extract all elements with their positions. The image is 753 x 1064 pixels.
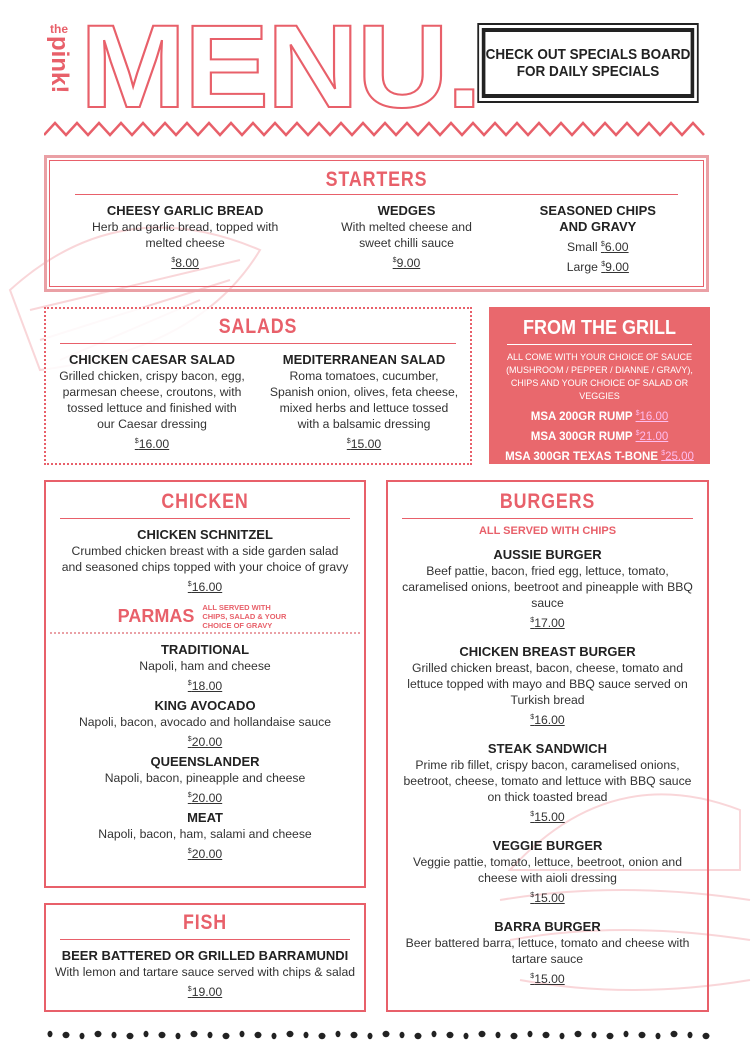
footer-dot (639, 1032, 646, 1038)
footer-dot (575, 1031, 582, 1037)
item-desc: Napoli, bacon, pineapple and cheese (104, 771, 306, 786)
item-name: CHEESY GARLIC BREAD (106, 203, 264, 218)
footer-dot (223, 1033, 230, 1039)
grill-item: MSA 300GR RUMP $21.00 (530, 429, 669, 443)
salads-section (44, 307, 472, 465)
item-desc: Napoli, ham and cheese (139, 659, 271, 674)
footer-dot (624, 1031, 629, 1037)
menu-item (46, 642, 364, 694)
item-name: BARRA BURGER (494, 919, 601, 935)
footer-dot (287, 1031, 294, 1037)
menu-item (388, 838, 707, 906)
brand-logo (44, 22, 74, 108)
item-desc: Napoli, bacon, ham, salami and cheese (98, 827, 312, 842)
grill-item: MSA 200GR RUMP $16.00 (530, 410, 669, 423)
menu-item (326, 203, 486, 275)
footer-dot (112, 1032, 117, 1038)
menu-item (46, 754, 364, 806)
footer-dot (688, 1032, 693, 1038)
footer-dot (319, 1033, 326, 1039)
menu-item (388, 919, 707, 987)
item-desc: Napoli, bacon, avocado and hollandaise sauce (78, 715, 332, 730)
grill-item: MSA 300GR TEXAS T-BONE $25.00 (505, 449, 694, 463)
divider (60, 518, 350, 519)
section-heading: FROM THE GRILL (523, 317, 676, 339)
footer-dot (159, 1032, 166, 1038)
footer-dot (255, 1032, 262, 1038)
menu-item (57, 352, 247, 452)
item-price: $16.00 (134, 437, 170, 452)
grill-section (489, 307, 710, 464)
menu-item (388, 644, 707, 728)
footer-dot (592, 1032, 597, 1038)
item-name: TRADITIONAL (160, 642, 250, 658)
divider (60, 939, 350, 940)
footer-dot (479, 1031, 486, 1037)
parmas-label: PARMAS (117, 606, 195, 627)
menu-item (533, 203, 663, 275)
item-name: KING AVOCADO (154, 698, 256, 714)
specials-board-notice (482, 28, 694, 98)
item-name: MEDITERRANEAN SALAD (282, 352, 446, 367)
footer-dot (127, 1033, 134, 1039)
menu-item (46, 810, 364, 862)
divider (60, 343, 456, 344)
footer-dot (496, 1032, 501, 1038)
section-heading: STARTERS (325, 168, 428, 191)
menu-item (46, 948, 364, 1000)
section-heading: CHICKEN (161, 490, 249, 513)
item-name: MEAT (187, 810, 223, 826)
menu-item (90, 203, 280, 275)
divider (50, 632, 360, 634)
footer-dot (304, 1032, 309, 1038)
footer-dot (80, 1033, 85, 1039)
section-heading: BURGERS (499, 490, 596, 513)
item-desc: With melted cheese and sweet chilli sauce (341, 220, 472, 250)
brand-the: the (50, 22, 68, 36)
burgers-section (386, 480, 709, 1012)
divider (507, 344, 692, 345)
item-desc: Herb and garlic bread, topped with melted cheese (92, 220, 279, 250)
footer-dot (351, 1032, 358, 1038)
item-price: $18.00 (187, 679, 223, 694)
item-name: WEDGES (377, 203, 436, 218)
footer-dot (447, 1032, 454, 1038)
footer-dot (400, 1032, 405, 1038)
footer-dot (63, 1032, 70, 1038)
burgers-subtitle: ALL SERVED WITH CHIPS (478, 525, 617, 537)
section-heading: SALADS (218, 315, 298, 338)
item-price: $16.00 (187, 580, 223, 595)
footer-dot (432, 1031, 437, 1037)
chicken-section (44, 480, 366, 888)
item-name: SEASONED CHIPS AND GRAVY (539, 203, 656, 234)
footer-dot (383, 1031, 390, 1037)
footer-dot (560, 1033, 565, 1039)
footer-dot (144, 1031, 149, 1037)
menu-item (269, 352, 459, 452)
item-price: $20.00 (187, 847, 223, 862)
item-price: $8.00 (171, 256, 199, 271)
size-price: Large $9.00 (566, 260, 629, 275)
divider (402, 518, 693, 519)
footer-dot (415, 1033, 422, 1039)
footer-dot (95, 1031, 102, 1037)
item-desc: Grilled chicken breast, bacon, cheese, tomato and lettuce topped with mayo and BBQ sauce served on Turkish bread (407, 661, 688, 708)
footer-dot (511, 1033, 518, 1039)
footer-dot (543, 1032, 550, 1038)
footer-dot (703, 1033, 710, 1039)
parmas-note: ALL SERVED WITH CHIPS, SALAD & YOUR CHOICE OF GRAVY (202, 603, 287, 631)
footer-dot (656, 1033, 661, 1039)
specials-line-2: FOR DAILY SPECIALS (516, 63, 660, 80)
item-price: $16.00 (530, 713, 565, 728)
item-name: BEER BATTERED OR GRILLED BARRAMUNDI (61, 948, 349, 963)
specials-line-1: CHECK OUT SPECIALS BOARD (485, 46, 691, 63)
item-desc: Beef pattie, bacon, fried egg, lettuce, tomato, caramelised onions, beetroot and pineapple with BBQ sauce (402, 564, 693, 610)
item-price: $17.00 (530, 616, 565, 631)
item-price: $15.00 (530, 810, 565, 825)
footer-dot (272, 1033, 277, 1039)
item-name: STEAK SANDWICH (487, 741, 608, 757)
item-desc: Veggie pattie, tomato, lettuce, beetroot, onion and cheese with aioli dressing (413, 855, 682, 886)
footer-dot (191, 1031, 198, 1037)
item-desc: Roma tomatoes, cucumber, Spanish onion, olives, feta cheese, mixed herbs and lettuce tossed with a balsamic dressing (269, 369, 459, 431)
footer-dot (240, 1031, 245, 1037)
footer-dot (48, 1031, 53, 1037)
item-name: CHICKEN SCHNITZEL (137, 527, 273, 542)
starters-section (44, 155, 709, 292)
item-name: QUEENSLANDER (150, 754, 260, 770)
size-price: Small $6.00 (567, 240, 629, 255)
footer-dot (208, 1032, 213, 1038)
zigzag-divider (44, 120, 709, 138)
footer-dot (671, 1031, 678, 1037)
brand-pink: pink! (46, 36, 73, 94)
dotted-footer-border (44, 1028, 714, 1042)
item-name: CHICKEN CAESAR SALAD (68, 352, 236, 367)
item-price: $15.00 (346, 437, 382, 452)
item-desc: Crumbed chicken breast with a side garden salad and seasoned chips topped with your choice of gravy (61, 544, 349, 574)
item-name: VEGGIE BURGER (492, 838, 603, 854)
grill-note: ALL COME WITH YOUR CHOICE OF SAUCE (MUSHROOM / PEPPER / DIANNE / GRAVY), CHIPS AND YOUR CHOICE OF SALAD OR VEGGIES (506, 352, 693, 401)
item-price: $20.00 (187, 791, 223, 806)
item-name: AUSSIE BURGER (493, 547, 602, 562)
parmas-header (46, 603, 364, 630)
item-price: $15.00 (530, 891, 565, 906)
item-name: CHICKEN BREAST BURGER (459, 644, 636, 660)
item-desc: Grilled chicken, crispy bacon, egg, parmesan cheese, croutons, with tossed lettuce and finished with our Caesar dressing (59, 369, 245, 431)
menu-item (46, 698, 364, 750)
page-title: MENU. (80, 1, 480, 133)
menu-item (388, 741, 707, 825)
item-price: $20.00 (187, 735, 223, 750)
divider (75, 194, 678, 195)
footer-dot (607, 1033, 614, 1039)
fish-section (44, 903, 366, 1012)
footer-dot (464, 1033, 469, 1039)
menu-item (388, 547, 707, 631)
footer-dot (528, 1031, 533, 1037)
menu-item (46, 527, 364, 595)
item-price: $15.00 (530, 972, 565, 987)
section-heading: FISH (182, 911, 228, 934)
footer-dot (368, 1033, 373, 1039)
item-desc: With lemon and tartare sauce served with chips & salad (54, 965, 356, 979)
item-price: $19.00 (187, 985, 223, 1000)
footer-dot (176, 1033, 181, 1039)
item-desc: Prime rib fillet, crispy bacon, caramelised onions, beetroot, cheese, tomato and lettuce with BBQ sauce on thick toasted bread (403, 758, 692, 805)
item-price: $9.00 (392, 256, 421, 271)
item-desc: Beer battered barra, lettuce, tomato and cheese with tartare sauce (405, 936, 690, 967)
footer-dot (336, 1031, 341, 1037)
